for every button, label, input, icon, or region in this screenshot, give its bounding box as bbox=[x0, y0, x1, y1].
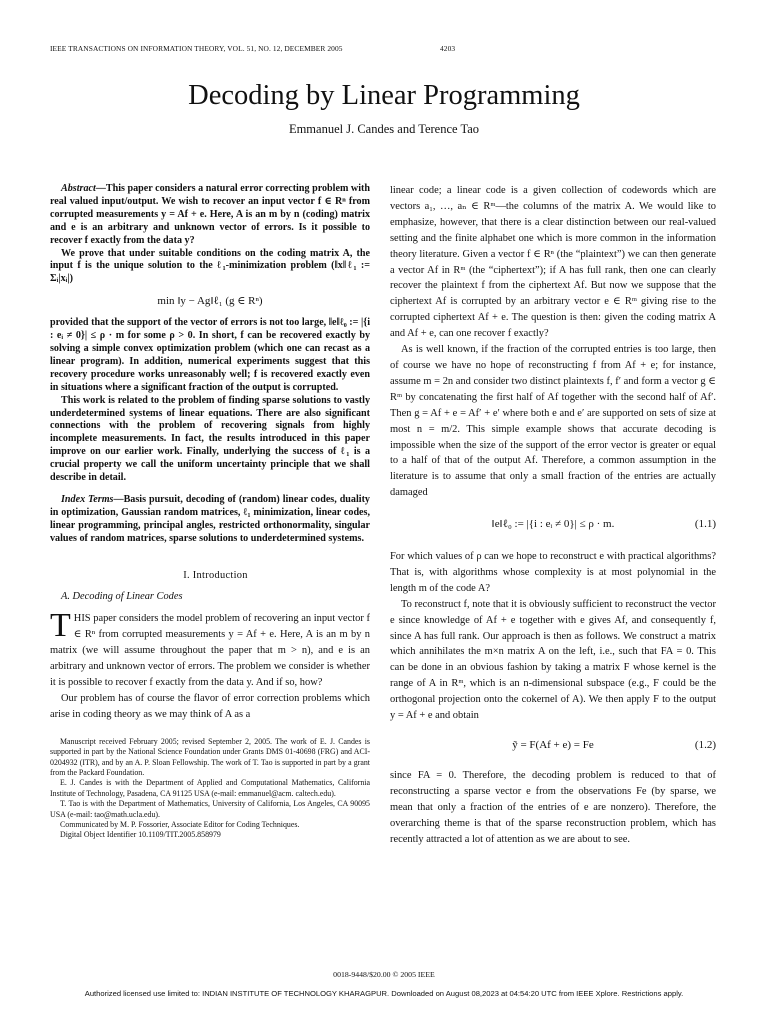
paper-title: Decoding by Linear Programming bbox=[188, 80, 580, 111]
right-p2: As is well known, if the fraction of the corrupted entries is too large, then of course we have no hope of reconstructing f from Af + e; for instance, assume m = 2n and consider two distinct plaintexts f, f′ and form a vector g ∈ Rᵐ by concatenating the first half of Af together with the second half of Af′. Then g = Af + e = Af′ + e′ where both e and e′ are supported on sets of size at most n = m/2. This simple example shows that accurate decoding is impossible when the size of the support of the error vector is greater or equal to a half of that of the output Af. Therefore, a common assumption in the literature is to assume that only a small fraction of the entries are actually damaged bbox=[390, 344, 716, 499]
equation-1-2-body: ỹ = F(Af + e) = Fe bbox=[512, 739, 594, 751]
abstract-p3: provided that the support of the vector of errors is not too large, ‖e‖ℓ₀ := |{i : eᵢ ≠ 0}| ≤ ρ · m for some ρ > 0. In short, f can be recovered exactly by solving a simple convex optimization problem (which one can recast as a linear program). In addition, numerical experiments suggest that this recovery procedure works unreasonably well; f is recovered exactly even in situations where a significant fraction of the output is corrupted. bbox=[50, 317, 370, 393]
abstract-p4: This work is related to the problem of finding sparse solutions to vastly underdetermined systems of linear equations. There are also significant connections with the problem of recovering signals from highly incomplete measurements. In fact, the results introduced in this paper improve on our earlier work. Finally, underlying the success of ℓ₁ is a crucial property we call the uniform uncertainty principle that we shall describe in detail. bbox=[50, 394, 370, 484]
right-p1: linear code; a linear code is a given collection of codewords which are vectors a₁, …, aₙ ∈ Rᵐ—the columns of the matrix A. We would like to emphasize, however, that there is a clear distinction between our real-valued setting and the finite alphabet one which is more common in the information theory literature. Given a vector f ∈ Rⁿ (the “plaintext”) we can then generate a vector Af in Rᵐ (the “ciphertext”); if A has full rank, then one can clearly recover the plaintext f from the ciphertext Af. But now we suppose that the ciphertext Af is corrupted by an arbitrary vector e ∈ Rᵐ giving rise to the corrupted ciphertext Af + e. The question is then: given the coding matrix A and Af + e, can one recover f exactly? bbox=[390, 185, 716, 340]
equation-1-2 bbox=[390, 738, 716, 754]
running-header bbox=[50, 44, 718, 53]
footnote-manuscript: Manuscript received February 2005; revised September 2, 2005. The work of E. J. Candes is supported in part by the National Science Foundation under Grants DMS 01-40698 (FRG) and ACI-0204932 (ITR), and by an A. P. Sloan Fellowship. The work of T. Tao is supported in part by a grant from the Packard Foundation. bbox=[50, 736, 370, 777]
index-terms bbox=[50, 494, 370, 546]
section-heading: I. Introduction bbox=[183, 569, 248, 581]
license-notice: Authorized licensed use limited to: INDIAN INSTITUTE OF TECHNOLOGY KHARAGPUR. Downloaded on August 08,2023 at 04:54:20 UTC from IEEE Xplore. Restrictions apply. bbox=[84, 989, 684, 998]
subsection-heading: A. Decoding of Linear Codes bbox=[61, 591, 183, 603]
footnote-doi: Digital Object Identifier 10.1109/TIT.2005.858979 bbox=[60, 830, 221, 840]
abstract-p2: We prove that under suitable conditions on the coding matrix A, the input f is the unique solution to the ℓ₁-minimization problem (‖x‖ℓ₁ := Σᵢ|xᵢ|) bbox=[50, 247, 370, 285]
abstract-p1: —This paper considers a natural error correcting problem with real valued input/output. We wish to recover an input vector f ∈ Rⁿ from corrupted measurements y = Af + e. Here, A is an m by n (coding) matrix and e is an arbitrary and unknown vector of errors. Is it possible to recover f exactly from the data y? bbox=[50, 183, 370, 246]
right-p3: For which values of ρ can we hope to reconstruct e with practical algorithms? That is, with algorithms whose complexity is at most polynomial in the length m of the code A? bbox=[390, 551, 716, 594]
equation-1-1-body: ‖e‖ℓ₀ := |{i : eᵢ ≠ 0}| ≤ ρ · m. bbox=[491, 518, 615, 531]
intro-p2: Our problem has of course the flavor of error correction problems which arise in coding theory as we may think of A as a bbox=[50, 692, 370, 720]
index-terms-text: —Basis pursuit, decoding of (random) linear codes, duality in optimization, Gaussian random matrices, ℓ₁ minimization, linear codes, linear programming, principal angles, restricted orthonormality, singular values of random matrices, sparse solutions to underdetermined systems. bbox=[50, 493, 370, 544]
footnote-candes: E. J. Candes is with the Department of Applied and Computational Mathematics, California Institute of Technology, Pasadena, CA 91125 USA (e-mail: emmanuel@acm. caltech.edu). bbox=[50, 778, 370, 798]
page-number: 4203 bbox=[440, 44, 456, 53]
abstract-lead: Abstract bbox=[61, 183, 96, 194]
abstract-formula: min ‖y − Ag‖ℓ₁ (g ∈ Rⁿ) bbox=[157, 295, 263, 308]
footnote-communicated: Communicated by M. P. Fossorier, Associate Editor for Coding Techniques. bbox=[60, 819, 300, 829]
drop-cap: T bbox=[50, 607, 71, 645]
journal-name: IEEE TRANSACTIONS ON INFORMATION THEORY, VOL. 51, NO. 12, DECEMBER 2005 bbox=[50, 44, 343, 53]
paper-authors: Emmanuel J. Candes and Terence Tao bbox=[288, 122, 480, 136]
abstract bbox=[50, 183, 370, 485]
equation-1-1 bbox=[390, 517, 716, 533]
right-p5: since FA = 0. Therefore, the decoding problem is reduced to that of reconstructing a sparse vector e from the observations Fe (by sparse, we mean that only a fraction of the entries of e are nonzero). Therefore, the overarching theme is that of the sparse reconstruction problem, which has recently attracted a lot of attention as we are about to see. bbox=[390, 769, 716, 845]
intro-p1: HIS paper considers the model problem of recovering an input vector f ∈ Rⁿ from corrupted measurements y = Af + e. Here, A is an m by n matrix (we will assume throughout the paper that m > n), and e is an arbitrary and unknown vector of errors. The problem we consider is whether it is possible to recover f exactly from the data y. And if so, how? bbox=[50, 613, 370, 688]
right-column bbox=[390, 183, 716, 847]
equation-1-1-number: (1.1) bbox=[694, 518, 716, 531]
left-column bbox=[50, 183, 370, 841]
footnotes bbox=[50, 737, 370, 841]
footnote-tao: T. Tao is with the Department of Mathematics, University of California, Los Angeles, CA 90095 USA (e-mail: tao@math.ucla.edu). bbox=[50, 799, 370, 819]
equation-1-2-number: (1.2) bbox=[694, 739, 716, 751]
right-p4: To reconstruct f, note that it is obviously sufficient to reconstruct the vector e since knowledge of Af + e together with e gives Af, and consequently f, since A has full rank. Our approach is then as follows. We construct a matrix which annihilates the m×n matrix A on the left, i.e., such that FA = 0. This can be done in an obvious fashion by taking a matrix F whose kernel is the range of A in Rᵐ, which is an n-dimensional subspace (e.g., F could be the orthogonal projection onto the cokernel of A). We then apply F to the output y = Af + e and obtain bbox=[390, 598, 716, 722]
index-terms-lead: Index Terms bbox=[61, 493, 114, 505]
copyright-line: 0018-9448/$20.00 © 2005 IEEE bbox=[333, 970, 435, 979]
